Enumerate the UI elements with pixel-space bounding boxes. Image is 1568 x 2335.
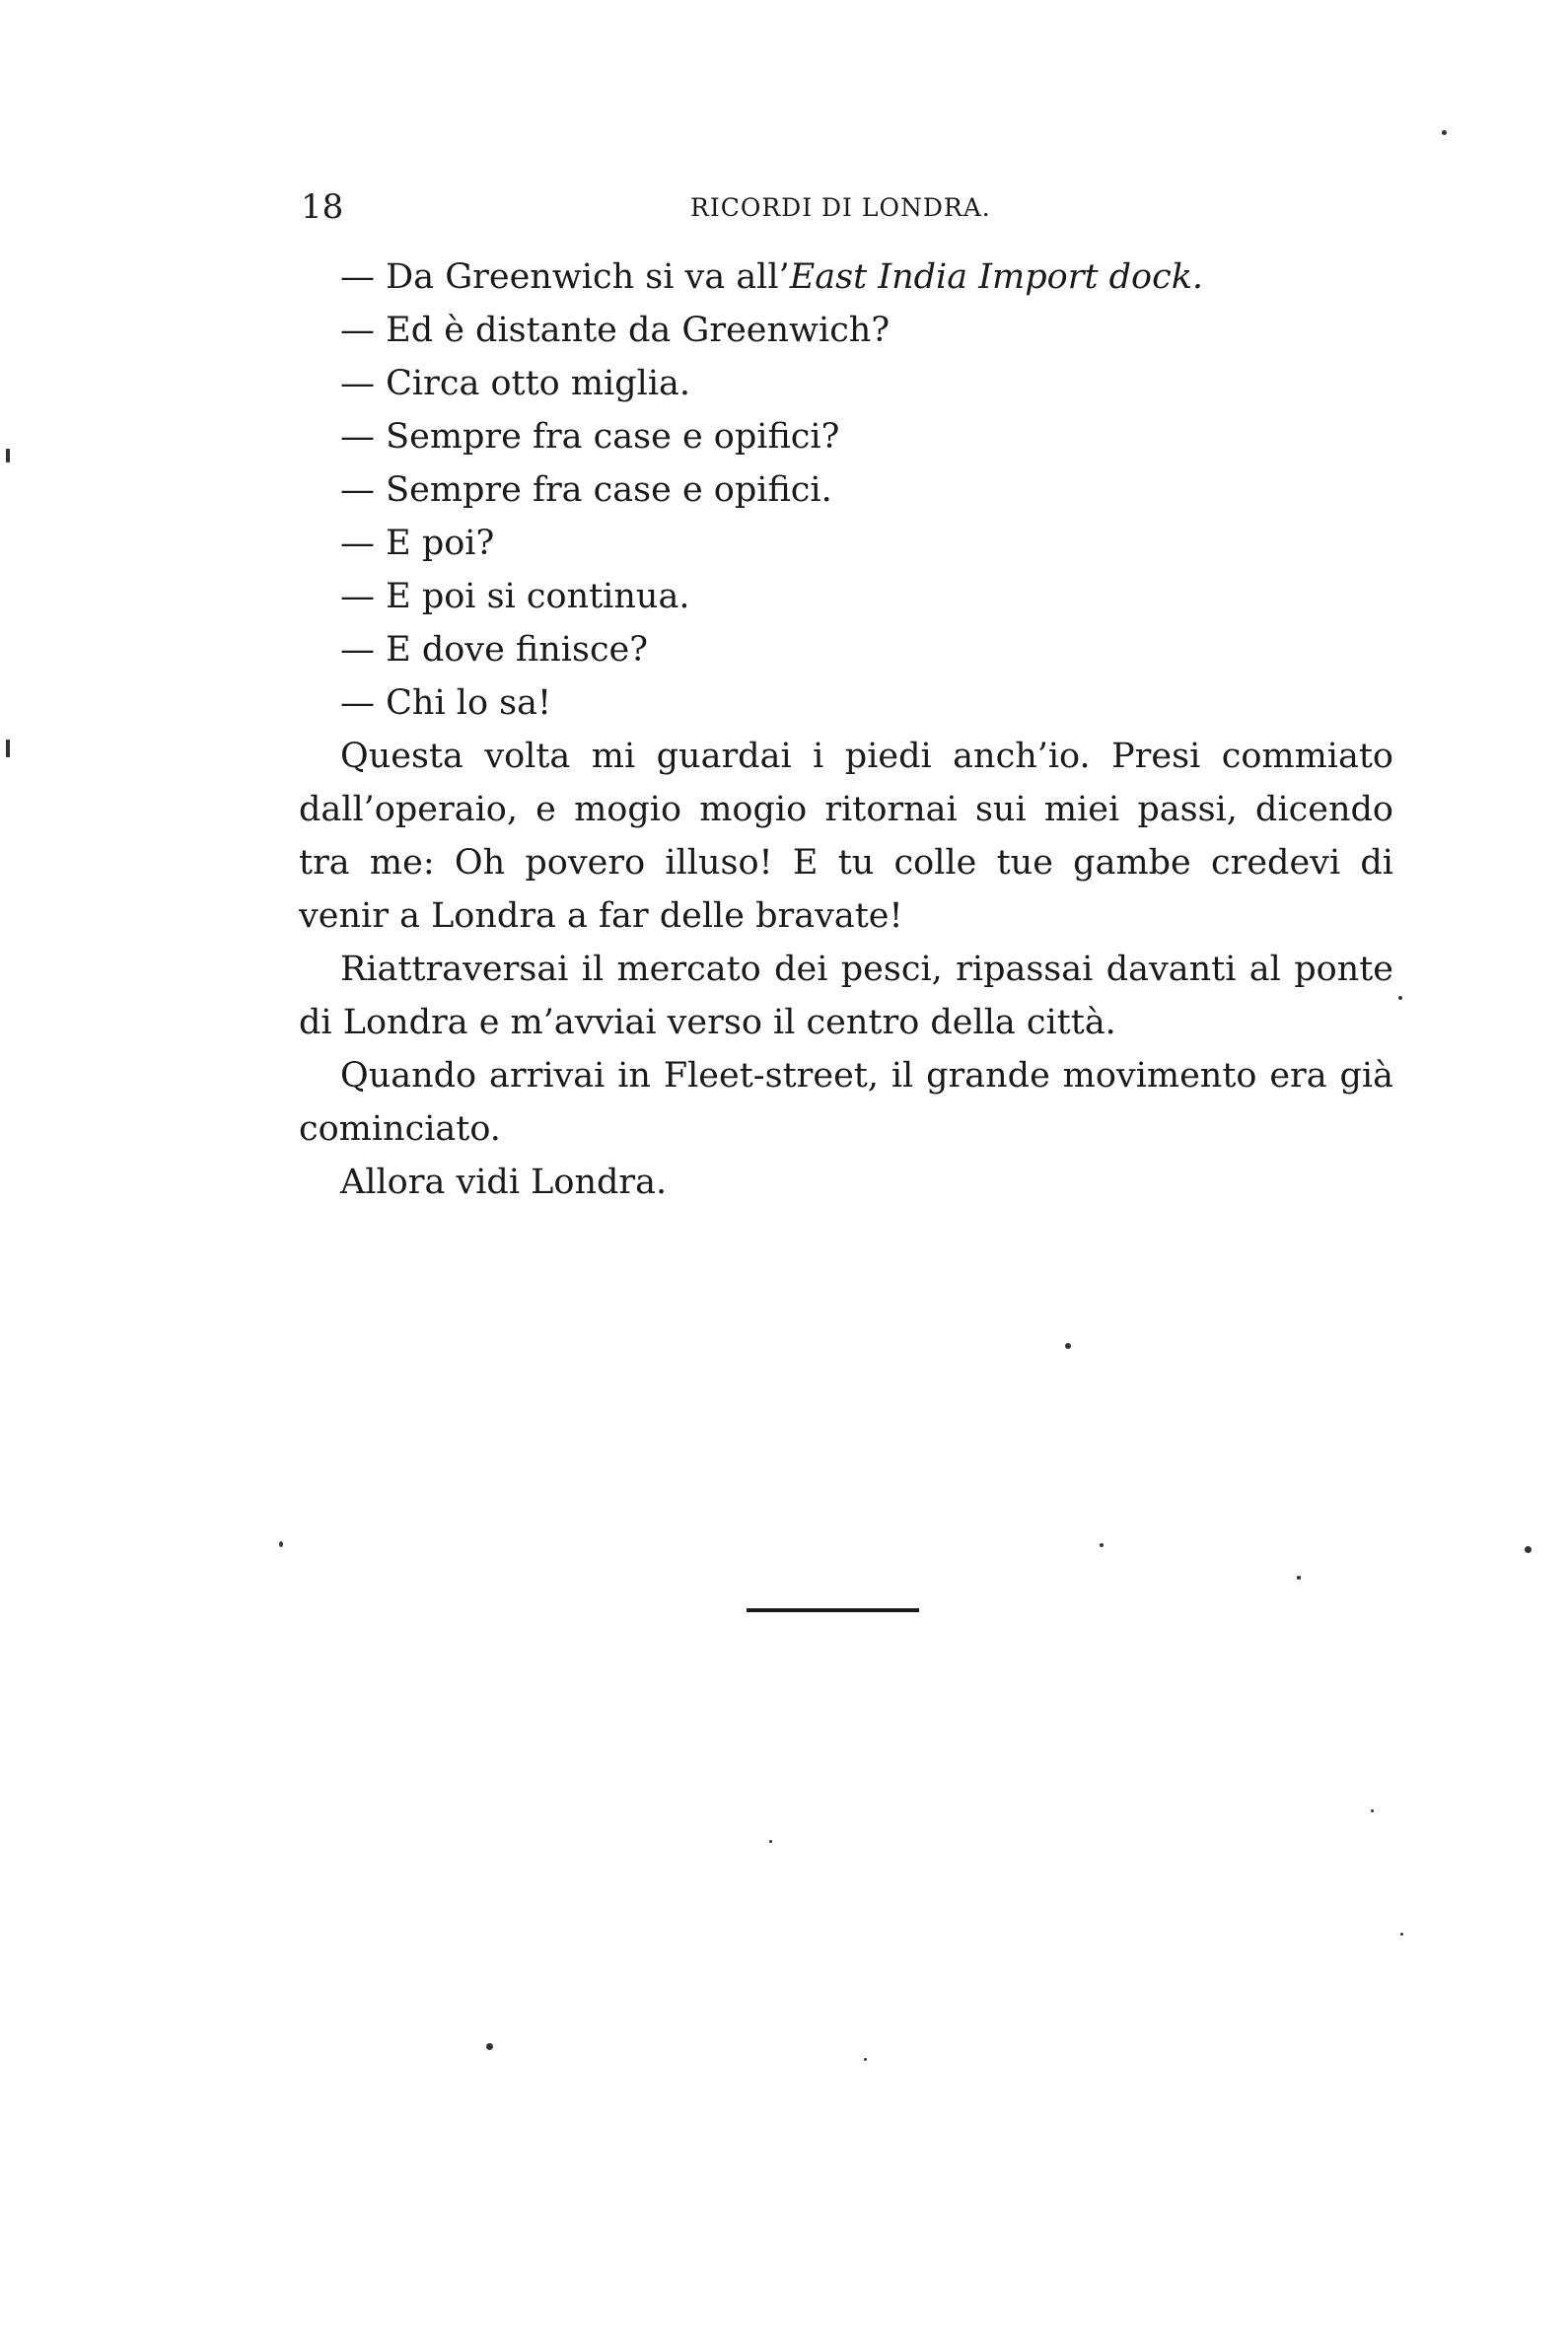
dialogue-text: Sempre fra case e opifici. [386,470,832,510]
scan-speck [1297,1576,1301,1580]
scan-speck [486,2043,493,2050]
paragraph: Allora vidi Londra. [340,1163,668,1202]
scan-speck [6,449,10,462]
scan-speck [769,1840,772,1843]
dialogue-text: E poi si continua. [386,577,690,616]
dialogue-dash: — [340,257,375,297]
dialogue-line [299,410,1393,463]
dialogue-line [299,623,1393,676]
scan-speck [279,1541,283,1547]
dialogue-dash: — [340,364,375,403]
paragraph: Quando arrivai in Fleet-street, il grande movimento era già cominciato. [299,1056,1393,1149]
dialogue-dash: — [340,577,375,616]
page-number: 18 [301,187,344,227]
dialogue-text: Da Greenwich si va all’ [386,257,790,297]
dialogue-line [299,250,1393,304]
dialogue-text: Circa otto miglia. [386,364,691,403]
dialogue-dash: — [340,470,375,510]
dialogue-dash: — [340,524,375,563]
dialogue-dash: — [340,311,375,350]
dialogue-text: Sempre fra case e opifici? [386,417,840,457]
dialogue-line [299,570,1393,623]
page-header [301,187,1395,237]
dialogue-dash: — [340,683,375,723]
dialogue-line [299,517,1393,570]
dialogue-dash: — [340,417,375,457]
scan-speck [1100,1543,1104,1547]
scan-speck [1371,1809,1374,1812]
running-title: RICORDI DI LONDRA. [690,193,991,222]
dialogue-line [299,676,1393,730]
dialogue-line [299,357,1393,410]
dialogue-dash: — [340,630,375,670]
scan-speck [1400,1933,1403,1936]
page-body [299,250,1393,1209]
dialogue-line [299,463,1393,517]
scan-speck [1442,130,1447,135]
section-end-rule [747,1608,919,1612]
scan-speck [1525,1546,1532,1553]
dialogue-text: E poi? [386,524,495,563]
dialogue-text: E dove finisce? [386,630,649,670]
scan-speck [864,2058,867,2061]
scan-speck [1065,1343,1071,1349]
scan-speck [1398,996,1402,1000]
scan-speck [6,740,10,757]
dialogue-text: Ed è distante da Greenwich? [386,311,891,350]
paragraph: Questa volta mi guardai i piedi anch’io. Presi commiato dall’operaio, e mogio mogio ritornai sui miei passi, dicendo tra me: Oh povero illuso! E tu colle tue gambe credevi di venir a Londra a far delle bravate! [299,737,1393,936]
paragraph: Riattraversai il mercato dei pesci, ripassai davanti al ponte di Londra e m’avviai verso il centro della città. [299,950,1393,1042]
dialogue-text: Chi lo sa! [386,683,552,723]
dialogue-italic-text: East India Import dock. [789,257,1204,297]
dialogue-line [299,304,1393,357]
